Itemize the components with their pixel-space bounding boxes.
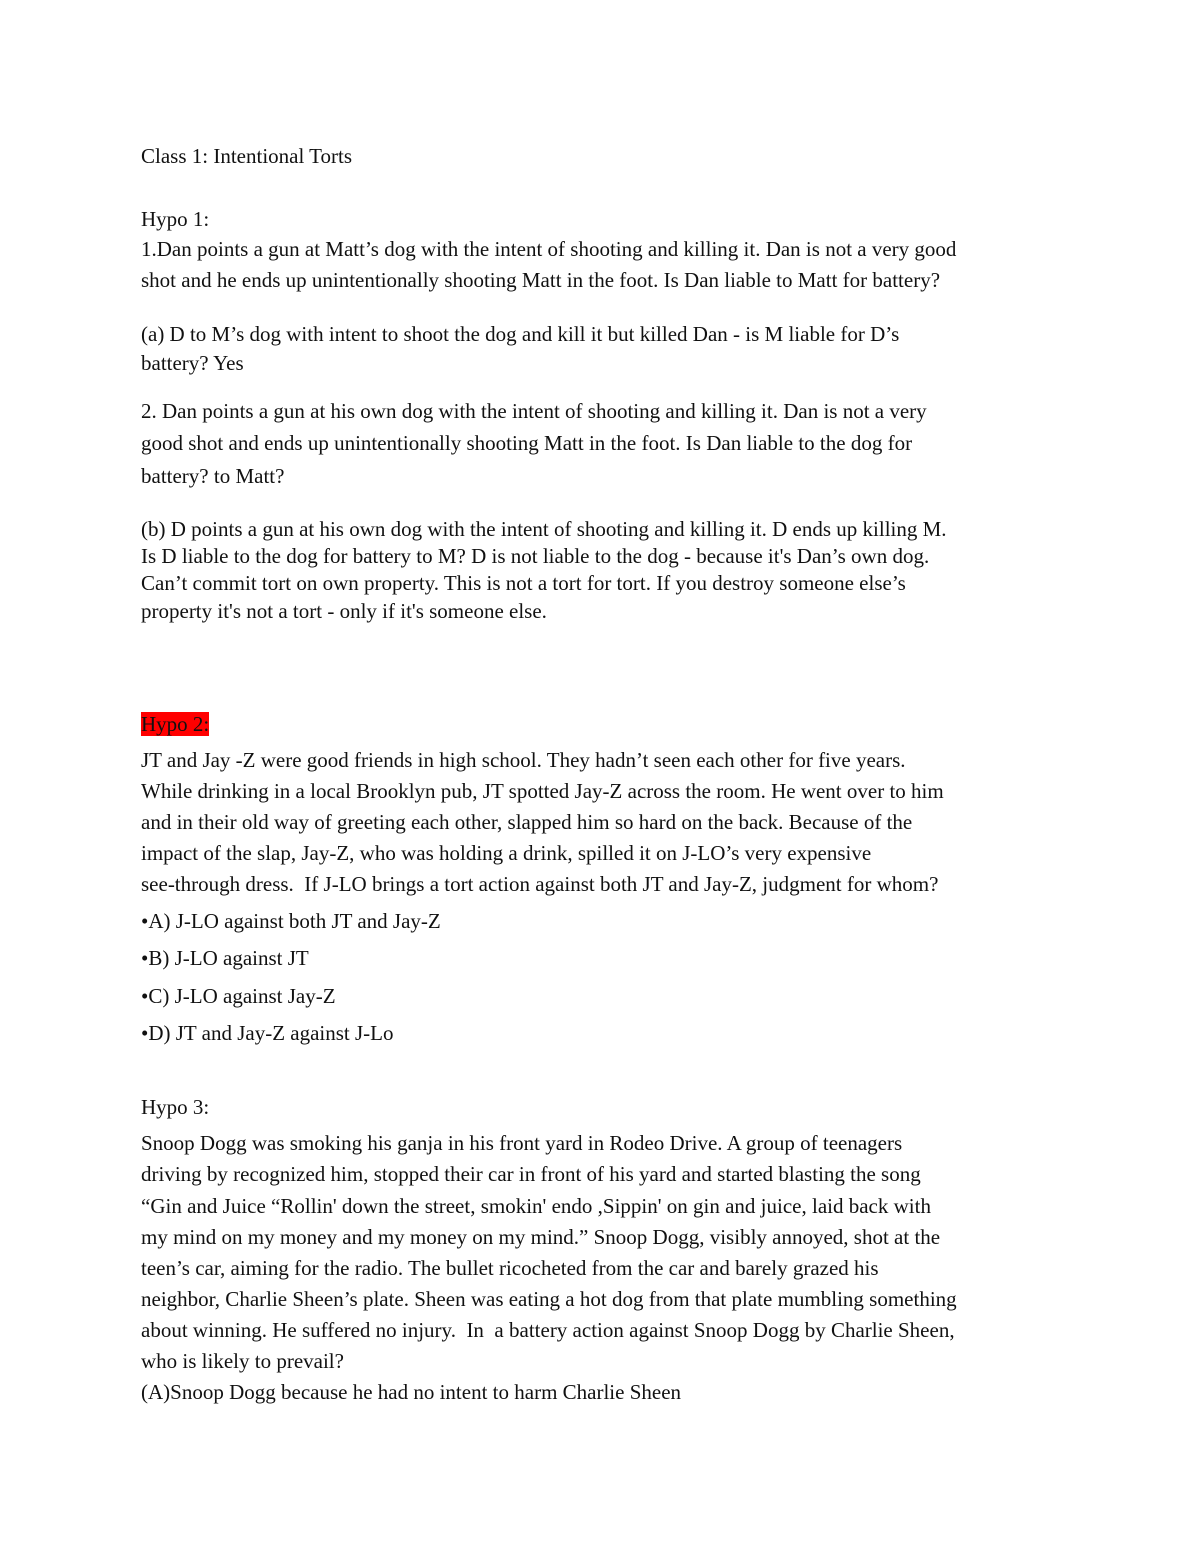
hypo1-q2-line: battery? to Matt? (141, 464, 285, 488)
hypo2-heading (141, 709, 209, 740)
hypo2-option: •D) JT and Jay-Z against J-Lo (141, 1021, 394, 1045)
hypo1-a1-line: (a) D to M’s dog with intent to shoot the dog and kill it but killed Dan - is M liable for D’s (141, 322, 900, 346)
hypo3-body-line: who is likely to prevail? (141, 1349, 344, 1373)
hypo1-q1-line: 1.Dan points a gun at Matt’s dog with the intent of shooting and killing it. Dan is not a very good (141, 237, 957, 261)
hypo3-heading: Hypo 3: (141, 1095, 210, 1119)
hypo3-body-line: Snoop Dogg was smoking his ganja in his front yard in Rodeo Drive. A group of teenagers (141, 1131, 903, 1155)
hypo2-body-line: impact of the slap, Jay-Z, who was holding a drink, spilled it on J-LO’s very expensive (141, 841, 872, 865)
hypo3-body-line: “Gin and Juice “Rollin' down the street, smokin' endo ,Sippin' on gin and juice, laid back with (141, 1194, 931, 1218)
hypo1-a2-line: Is D liable to the dog for battery to M? D is not liable to the dog - because it's Dan’s own dog. (141, 544, 930, 568)
hypo2-body-line: JT and Jay -Z were good friends in high school. They hadn’t seen each other for five years. (141, 748, 906, 772)
hypo1-heading: Hypo 1: (141, 207, 210, 231)
hypo1-q2-line: 2. Dan points a gun at his own dog with the intent of shooting and killing it. Dan is not a very (141, 399, 927, 423)
hypo2-body-line: and in their old way of greeting each other, slapped him so hard on the back. Because of the (141, 810, 913, 834)
hypo2-body-line: While drinking in a local Brooklyn pub, JT spotted Jay-Z across the room. He went over to him (141, 779, 944, 803)
hypo1-q2-line: good shot and ends up unintentionally shooting Matt in the foot. Is Dan liable to the dog for (141, 431, 913, 455)
hypo3-body-line: teen’s car, aiming for the radio. The bullet ricocheted from the car and barely grazed his (141, 1256, 879, 1280)
hypo3-body-line: (A)Snoop Dogg because he had no intent to harm Charlie Sheen (141, 1380, 682, 1404)
hypo2-heading-highlight: Hypo 2: (141, 712, 210, 736)
hypo2-option: •C) J-LO against Jay-Z (141, 984, 336, 1008)
hypo3-body-line: driving by recognized him, stopped their car in front of his yard and started blasting the song (141, 1162, 921, 1186)
hypo3-body-line: neighbor, Charlie Sheen’s plate. Sheen was eating a hot dog from that plate mumbling something (141, 1287, 957, 1311)
hypo3-body-line: my mind on my money and my money on my mind.” Snoop Dogg, visibly annoyed, shot at the (141, 1225, 941, 1249)
document-title: Class 1: Intentional Torts (141, 144, 353, 168)
hypo1-q1-line: shot and he ends up unintentionally shooting Matt in the foot. Is Dan liable to Matt for battery? (141, 268, 941, 292)
hypo1-a2-line: property it's not a tort - only if it's someone else. (141, 599, 547, 623)
hypo2-option: •A) J-LO against both JT and Jay-Z (141, 909, 441, 933)
hypo1-a2-line: (b) D points a gun at his own dog with the intent of shooting and killing it. D ends up killing M. (141, 517, 947, 541)
hypo2-body-line: see-through dress. If J-LO brings a tort action against both JT and Jay-Z, judgment for whom? (141, 872, 939, 896)
hypo2-option: •B) J-LO against JT (141, 946, 309, 970)
hypo1-a2-line: Can’t commit tort on own property. This is not a tort for tort. If you destroy someone else’s (141, 571, 906, 595)
hypo3-body-line: about winning. He suffered no injury. In a battery action against Snoop Dogg by Charlie Sheen, (141, 1318, 955, 1342)
hypo1-a1-line: battery? Yes (141, 351, 244, 375)
